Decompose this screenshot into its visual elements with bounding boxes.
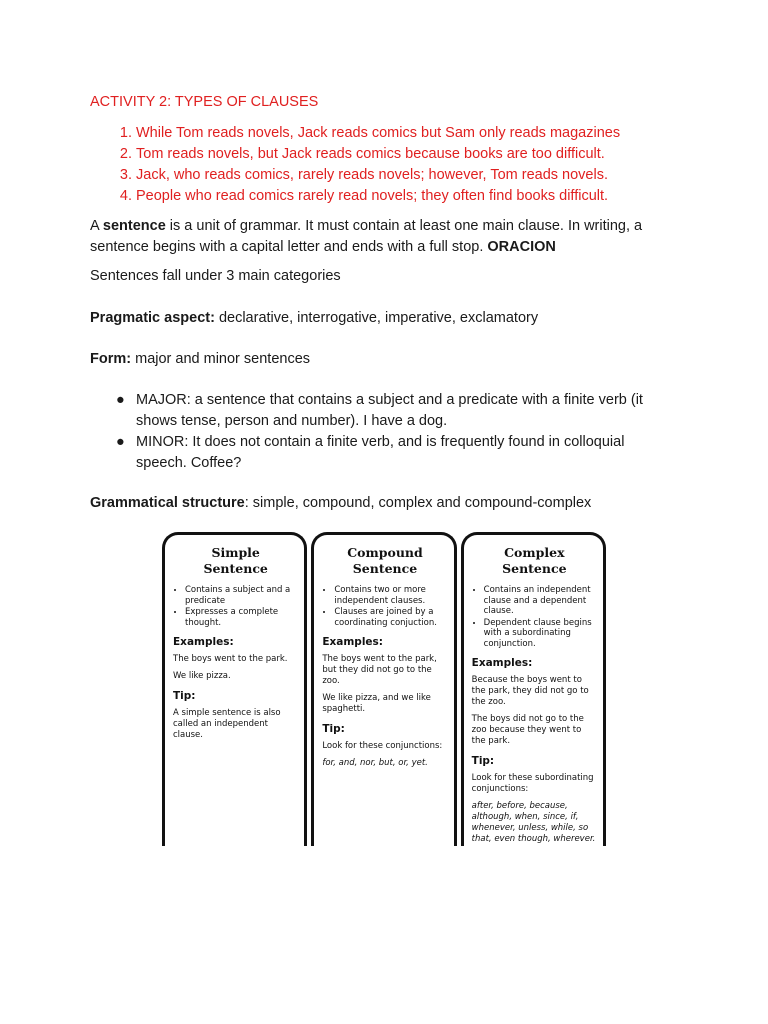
list-item: 1. While Tom reads novels, Jack reads comics but Sam only reads magazines (136, 123, 736, 144)
title-line: Sentence (502, 561, 567, 576)
example-text: The boys went to the park, but they did not go to the zoo. (322, 654, 437, 686)
sentence-definition (90, 216, 682, 258)
title-line: Sentence (203, 561, 268, 576)
list-item: 3. Jack, who reads comics, rarely reads novels; however, Tom reads novels. (136, 165, 736, 186)
example-text: The boys did not go to the zoo because they went to the park. (471, 714, 584, 746)
grammatical-label: Grammatical structure (90, 495, 245, 511)
pragmatic-label: Pragmatic aspect: (90, 310, 215, 326)
tip-heading: Tip: (173, 690, 196, 702)
grammatical-text: : simple, compound, complex and compound-complex (244, 495, 592, 511)
tip-text: A simple sentence is also called an independent clause. (173, 708, 281, 740)
bullet-icon: ● (116, 392, 125, 408)
title-line: Compound (347, 545, 423, 560)
list-item: • Expresses a complete thought. (185, 607, 298, 628)
examples-heading: Examples: (322, 636, 383, 648)
column-title (472, 545, 597, 577)
sentence-def-text: is a unit of grammar. It must contain at least one main clause. In writing, a sentence begins with a capital letter and ends with a full stop. (90, 218, 643, 255)
complex-sentence-column (461, 532, 606, 846)
feature-list (322, 585, 447, 628)
list-item: 4. People who read comics rarely read novels; they often find books difficult. (136, 186, 736, 207)
grammatical-structure (90, 493, 682, 514)
spanish-term: ORACION (487, 239, 556, 255)
bullet-text: MAJOR: a sentence that contains a subject and a predicate with a finite verb (it shows tense, person and number). I have a dog. (136, 392, 643, 429)
list-item (112, 390, 672, 432)
compound-sentence-column (311, 532, 456, 846)
form-text: major and minor sentences (131, 351, 311, 367)
conjunctions-text: after, before, because, although, when, since, if, whenever, unless, while, so that, even though, wherever. (471, 801, 596, 844)
tip-heading: Tip: (471, 755, 495, 767)
example-text: We like pizza. (173, 671, 231, 681)
example-text: Because the boys went to the park, they did not go to the zoo. (471, 675, 589, 707)
column-title (173, 545, 298, 577)
form-line (90, 349, 682, 370)
sentence-def-article: A (90, 218, 99, 234)
tip-text: Look for these subordinating conjunctions: (471, 773, 594, 794)
bullet-text: MINOR: It does not contain a finite verb, and is frequently found in colloquial speech. Coffee? (136, 434, 625, 471)
major-minor-list (112, 390, 672, 474)
title-line: Simple (211, 545, 260, 560)
categories-intro: Sentences fall under 3 main categories (90, 268, 341, 284)
tip-text: Look for these conjunctions: (322, 741, 443, 751)
feature-list (173, 585, 298, 628)
example-text: We like pizza, and we like spaghetti. (322, 693, 431, 714)
activity-title: ACTIVITY 2: TYPES OF CLAUSES (90, 94, 319, 110)
sentence-term: sentence (102, 218, 166, 234)
form-label: Form: (90, 351, 132, 367)
examples-heading: Examples: (471, 657, 533, 669)
column-title (322, 545, 447, 577)
list-item: • Clauses are joined by a coordinating conjuction. (334, 607, 447, 628)
list-item: • Contains an independent clause and a dependent clause. (484, 585, 597, 617)
list-item: • Dependent clause begins with a subordinating conjunction. (484, 618, 597, 650)
pragmatic-aspect (90, 308, 682, 329)
list-item (112, 432, 672, 474)
pragmatic-text: declarative, interrogative, imperative, exclamatory (214, 310, 539, 326)
sentence-types-chart (162, 532, 606, 846)
tip-heading: Tip: (322, 723, 345, 735)
example-text: The boys went to the park. (173, 654, 288, 664)
conjunctions-text: for, and, nor, but, or, yet. (322, 758, 428, 768)
title-line: Complex (504, 545, 565, 560)
examples-heading: Examples: (173, 636, 234, 648)
activity-sentence-list (90, 123, 736, 207)
list-item: 2. Tom reads novels, but Jack reads comics because books are too difficult. (136, 144, 736, 165)
feature-list (472, 585, 597, 649)
list-item: • Contains a subject and a predicate (185, 585, 298, 606)
bullet-icon: ● (116, 434, 125, 450)
simple-sentence-column (162, 532, 307, 846)
title-line: Sentence (352, 561, 418, 576)
list-item: • Contains two or more independent clauses. (334, 585, 447, 606)
